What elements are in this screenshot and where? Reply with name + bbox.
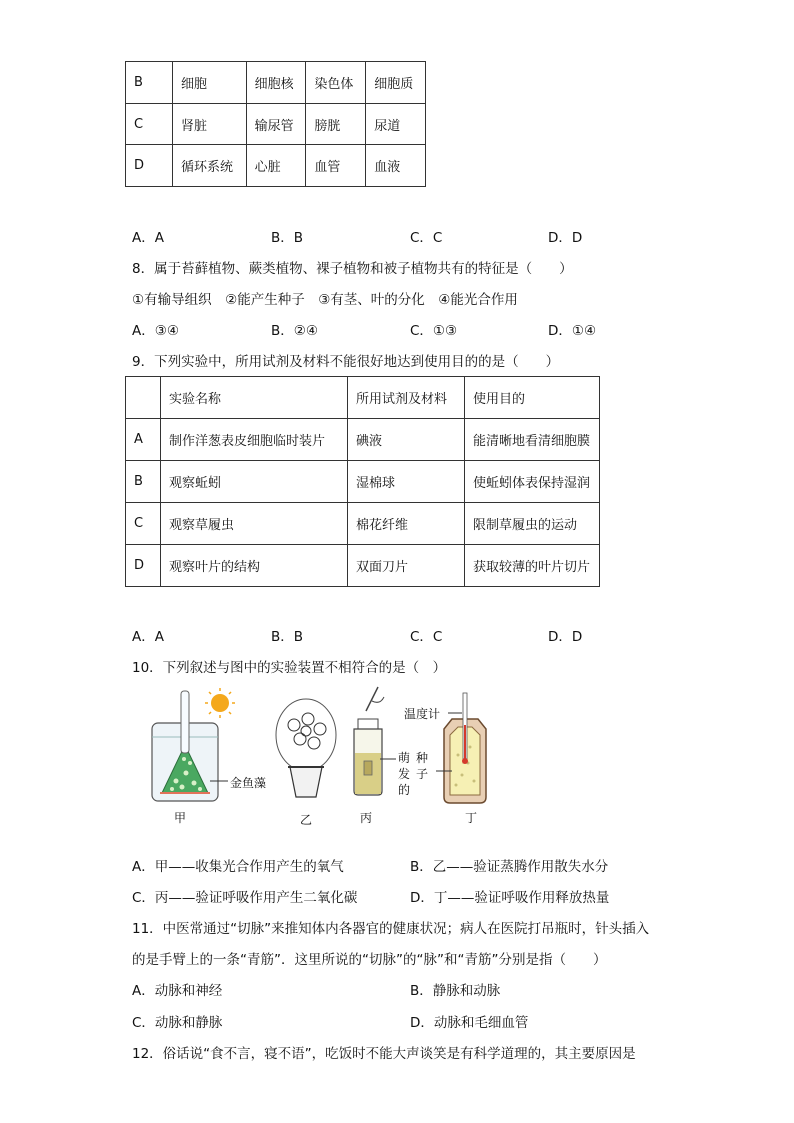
- table-header-cell: 所用试剂及材料: [348, 377, 465, 419]
- q7-option-b: B．B: [271, 230, 304, 246]
- table-cell: 肾脏: [173, 104, 247, 145]
- q8-option-c: C．①③: [410, 323, 458, 339]
- q8-option-a: A．③④: [132, 323, 179, 339]
- q7-option-d: D．D: [548, 230, 583, 246]
- q11-stem-line2: 的是手臂上的一条“青筋”．这里所说的“切脉”的“脉”和“青筋”分别是指（ ）: [132, 952, 607, 968]
- q8-option-b: B．②④: [271, 323, 318, 339]
- q8-items: ①有输导组织 ②能产生种子 ③有茎、叶的分化 ④能光合作用: [132, 292, 518, 308]
- table-cell: 尿道: [366, 104, 426, 145]
- table-cell: 双面刀片: [348, 545, 465, 587]
- table-row: [126, 145, 426, 187]
- q11-option-d: D．动脉和毛细血管: [410, 1015, 529, 1031]
- table-header-cell: 使用目的: [465, 377, 600, 419]
- table-cell: 循环系统: [173, 145, 247, 187]
- q10-option-a: A．甲——收集光合作用产生的氧气: [132, 859, 344, 875]
- q9-stem: 9．下列实验中，所用试剂及材料不能很好地达到使用目的的是（ ）: [132, 354, 560, 370]
- label-bing: 丙: [360, 811, 373, 825]
- table-cell: 细胞质: [366, 62, 426, 104]
- table-cell: 能清晰地看清细胞膜: [465, 419, 600, 461]
- q9-option-d: D．D: [548, 629, 583, 645]
- table-cell: 碘液: [348, 419, 465, 461]
- label-seeds-2: 子: [416, 767, 429, 781]
- q7-table: [125, 61, 426, 187]
- q9-option-b: B．B: [271, 629, 304, 645]
- table-cell: 输尿管: [246, 104, 306, 145]
- table-header-cell: 实验名称: [161, 377, 348, 419]
- label-thermometer: 温度计: [404, 707, 441, 721]
- table-cell: 获取较薄的叶片切片: [465, 545, 600, 587]
- label-germinating-1: 萌: [398, 751, 411, 765]
- table-cell: 血液: [366, 145, 426, 187]
- table-cell: 细胞: [173, 62, 247, 104]
- table-row: [126, 503, 600, 545]
- q9-option-a: A．A: [132, 629, 164, 645]
- label-germinating-2: 发: [398, 767, 411, 781]
- q11-option-b: B．静脉和动脉: [410, 983, 501, 999]
- table-cell: B: [126, 461, 161, 503]
- label-yi: 乙: [300, 813, 313, 827]
- label-ding: 丁: [465, 811, 478, 825]
- apparatus-yi: [276, 699, 336, 797]
- q10-stem: 10．下列叙述与图中的实验装置不相符合的是（ ）: [132, 660, 447, 676]
- label-seeds-1: 种: [416, 751, 429, 765]
- q11-option-a: A．动脉和神经: [132, 983, 223, 999]
- experiment-illustration: [148, 685, 508, 825]
- table-cell: D: [126, 145, 173, 187]
- label-germinating-3: 的: [398, 783, 411, 797]
- table-cell: C: [126, 503, 161, 545]
- table-header-cell: [126, 377, 161, 419]
- q11-stem-line1: 11．中医常通过“切脉”来推知体内各器官的健康状况；病人在医院打吊瓶时，针头插入: [132, 921, 650, 937]
- table-cell: 细胞核: [246, 62, 306, 104]
- table-header-row: [126, 377, 600, 419]
- q9-option-c: C．C: [410, 629, 443, 645]
- q10-option-b: B．乙——验证蒸腾作用散失水分: [410, 859, 609, 875]
- table-cell: D: [126, 545, 161, 587]
- table-cell: 观察蚯蚓: [161, 461, 348, 503]
- table-row: [126, 104, 426, 145]
- table-cell: 血管: [306, 145, 366, 187]
- apparatus-bing: [354, 687, 396, 795]
- q9-table: [125, 376, 600, 587]
- q12-stem: 12．俗话说“食不言，寝不语”，吃饭时不能大声谈笑是有科学道理的，其主要原因是: [132, 1046, 636, 1062]
- table-row: [126, 62, 426, 104]
- q8-stem: 8．属于苔藓植物、蕨类植物、裸子植物和被子植物共有的特征是（ ）: [132, 261, 573, 277]
- q10-option-c: C．丙——验证呼吸作用产生二氧化碳: [132, 890, 358, 906]
- table-row: [126, 545, 600, 587]
- table-row: [126, 461, 600, 503]
- q8-option-d: D．①④: [548, 323, 597, 339]
- table-cell: 观察叶片的结构: [161, 545, 348, 587]
- table-cell: C: [126, 104, 173, 145]
- table-cell: 染色体: [306, 62, 366, 104]
- table-cell: 膀胱: [306, 104, 366, 145]
- experiment-figure: [148, 685, 508, 825]
- table-row: [126, 419, 600, 461]
- table-cell: B: [126, 62, 173, 104]
- label-jia: 甲: [174, 811, 187, 825]
- table-cell: 湿棉球: [348, 461, 465, 503]
- q11-option-c: C．动脉和静脉: [132, 1015, 223, 1031]
- sun-icon: [205, 688, 235, 718]
- q7-option-a: A．A: [132, 230, 164, 246]
- label-goldfish-weed: 金鱼藻: [230, 776, 267, 790]
- table-cell: 制作洋葱表皮细胞临时装片: [161, 419, 348, 461]
- table-cell: 使蚯蚓体表保持湿润: [465, 461, 600, 503]
- table-cell: A: [126, 419, 161, 461]
- q7-option-c: C．C: [410, 230, 443, 246]
- table-cell: 观察草履虫: [161, 503, 348, 545]
- table-cell: 心脏: [246, 145, 306, 187]
- apparatus-ding: [436, 693, 486, 803]
- q10-option-d: D．丁——验证呼吸作用释放热量: [410, 890, 610, 906]
- table-cell: 棉花纤维: [348, 503, 465, 545]
- table-cell: 限制草履虫的运动: [465, 503, 600, 545]
